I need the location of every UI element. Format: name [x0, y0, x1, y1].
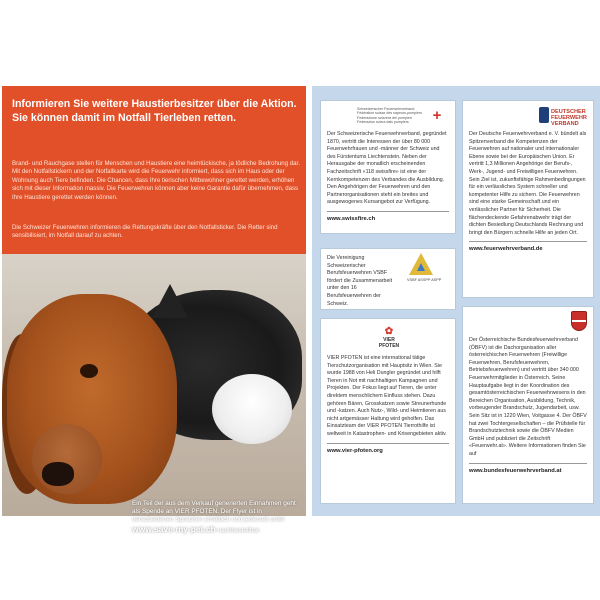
- dog-eye: [80, 364, 98, 378]
- save-my-pet-link[interactable]: www.save-my-pet.ch: [132, 523, 216, 534]
- swissfire-description: Der Schweizerische Feuerwehrverband, gegründet 1870, vertritt die Interessen der über 80 000 Feuerwehrfrauen und -männer der Schweiz und des Fürstentums Liechtenstein. Neben der Herausgabe der monatlich erscheinenden Fachzeitschrift «118 swissfire» ist eine der Kernkompetenzen des Verbandes die Ausbildung. Den Angehörigen der Feuerwehren und den Partnerorganisationen steht ein breites und ausgewogenes Kursangebot zur Verfügung.: [327, 131, 447, 206]
- info-paragraph: Die Schweizer Feuerwehren informieren die Rettungskräfte über den Notfallsticker. Die Retter sind sensibilisiert, im Notfall darauf zu achten.: [12, 224, 278, 240]
- swissfire-link[interactable]: www.swissfire.ch: [327, 215, 376, 222]
- dfv-description: Der Deutsche Feuerwehrverband e. V. bündelt als Spitzenverband die Kompetenzen der Feuerwehren auf nationaler und internationaler Ebene sowie bei der Europäischen Union. Er vertritt 1,3 Millionen Angehörige der Berufs-, Werk-, Jugend- und Freiwilligen Feuerwehren. Sein Ziel ist, zukunftsfähige Rahmenbedingungen für ein verlässliches System schneller und kompetenter Hilfe zu sichern. Die Feuerwehren sind eine starke Gemeinschaft und ein verlässlicher Partner für Sicherheit. Die flächendeckende Gefahrenabwehr trägt der dichten Besiedlung Deutschlands Rechnung und bringt den Bürgern schnelle Hilfe an jeden Ort.: [469, 131, 587, 236]
- vsbf-logo-text: VSBF ASSPP ASPP: [407, 278, 442, 282]
- dfv-logo: [463, 101, 593, 127]
- caption-tail: nachbestellbar.: [217, 526, 261, 534]
- obfv-link[interactable]: www.bundesfeuerwehrverband.at: [469, 467, 562, 474]
- card-swiss-fire-association: [320, 100, 456, 234]
- swiss-cross-icon: +: [432, 107, 442, 124]
- dfv-link[interactable]: www.feuerwehrverband.de: [469, 246, 543, 253]
- card-austrian-fire-association: [462, 306, 594, 504]
- obfv-logo: [463, 307, 593, 333]
- caption-text: Ein Teil der aus dem Verkauf generierten Einnahmen geht als Spende an VIER PFOTEN. Der Flyer ist in verschiedenen Sprachen erhältlich und jederzeit unter: [132, 500, 296, 524]
- obfv-description: Der Österreichische Bundesfeuerwehrverband (ÖBFV) ist die Dachorganisation aller österreichischen Feuerwehren (Freiwillige Feuerwehren, Berufsfeuerwehren, Betriebsfeuerwehren) und vertritt über 340 000 Feuerwehrmitglieder in Österreich. Seine Hauptaufgabe liegt in der Koordination des gesamtösterreichischen Feuerwehrwesens in den Bereichen Organisation, Ausbildung, Technik, vorbeugender Brandschutz, Jugendarbeit, usw. Sein Sitz ist in 1220 Wien, Voitgasse 4. Der ÖBFV hat zwei Tochtergesellschaften – die Prüfstelle für Brandschutztechnik sowie die ÖBFV Medien GmbH und publiziert die Zeitschrift «Feuerwehr.at». Weitere Informationen finden Sie auf: [469, 337, 587, 457]
- cat-white-patch: [212, 374, 292, 444]
- intro-paragraph: Brand- und Rauchgase stellen für Menschen und Haustiere eine heimtückische, ja tödliche Bedrohung dar. Mit den Notfallstickern und der Notfallkarte wird die Feuerwehr informiert, dass sich im Haus oder der Wohnung auch Tiere befinden. Die Chancen, dass Ihre tierischen Mitbewohner gerettet werden, erhöhen sich mit dieser Information massiv. Die Feuerwehren können aber keine Garantie dafür übernehmen, dass Ihre Haustiere gerettet werden können.: [12, 160, 300, 201]
- vsbf-triangle-inner-icon: [417, 263, 425, 271]
- vsbf-description: Die Vereinigung Schweizerischer Berufsfeuerwehren VSBF fördert die Zusammenarbeit unter den 16 Berufsfeuerwehren der Schweiz.: [327, 255, 393, 307]
- photo-caption: [132, 500, 302, 535]
- dfv-emblem-icon: [539, 107, 549, 123]
- card-vier-pfoten: [320, 318, 456, 504]
- dog-nose: [42, 462, 74, 486]
- vier-pfoten-link[interactable]: www.vier-pfoten.org: [327, 447, 383, 454]
- swissfire-logo: [321, 101, 455, 127]
- vier-pfoten-logo: [321, 319, 455, 349]
- cat-ear: [152, 284, 188, 318]
- headline: Informieren Sie weitere Haustierbesitzer über die Aktion. Sie können damit im Notfall Tierleben retten.: [12, 98, 297, 124]
- swissfire-logo-text: Schweizerischer Feuerwehrverband Fédération suisse des sapeurs-pompiers Federazione svizzera dei pompieri Federaziun svizra dals pumpiers: [357, 107, 422, 125]
- card-vsbf: [320, 248, 456, 310]
- paw-icon: ✿: [384, 326, 394, 337]
- vier-pfoten-description: VIER PFOTEN ist eine international tätige Tierschutzorganisation mit Hauptsitz in Wien. Sie wurde 1988 von Heli Dungler gegründet und hilft Tieren in Not mit nachhaltigen Kampagnen und Projekten. Der Fokus liegt auf Tieren, die unter direktem menschlichem Einfluss stehen. Dazu gehören Bären, Grosskatzen sowie Streunerhunde und -katzen. Auch Nutz-, Wild- und Heimtieren aus nicht artgemässer Haltung wird geholfen. Das Einsatzteam der VIER PFOTEN Tierrothilfe ist weltweit in Katastrophen- und Krisengebieten aktiv.: [327, 355, 447, 437]
- austrian-shield-icon: [571, 311, 587, 331]
- dfv-logo-text: DEUTSCHER FEUERWEHR VERBAND: [551, 109, 587, 127]
- right-page: [312, 86, 600, 516]
- dog-and-cat-photo: [2, 254, 306, 534]
- vier-pfoten-logo-text: VIER PFOTEN: [378, 337, 400, 349]
- vier-pfoten-logo-mark: [375, 327, 403, 347]
- left-page: [2, 86, 306, 534]
- card-german-fire-association: [462, 100, 594, 298]
